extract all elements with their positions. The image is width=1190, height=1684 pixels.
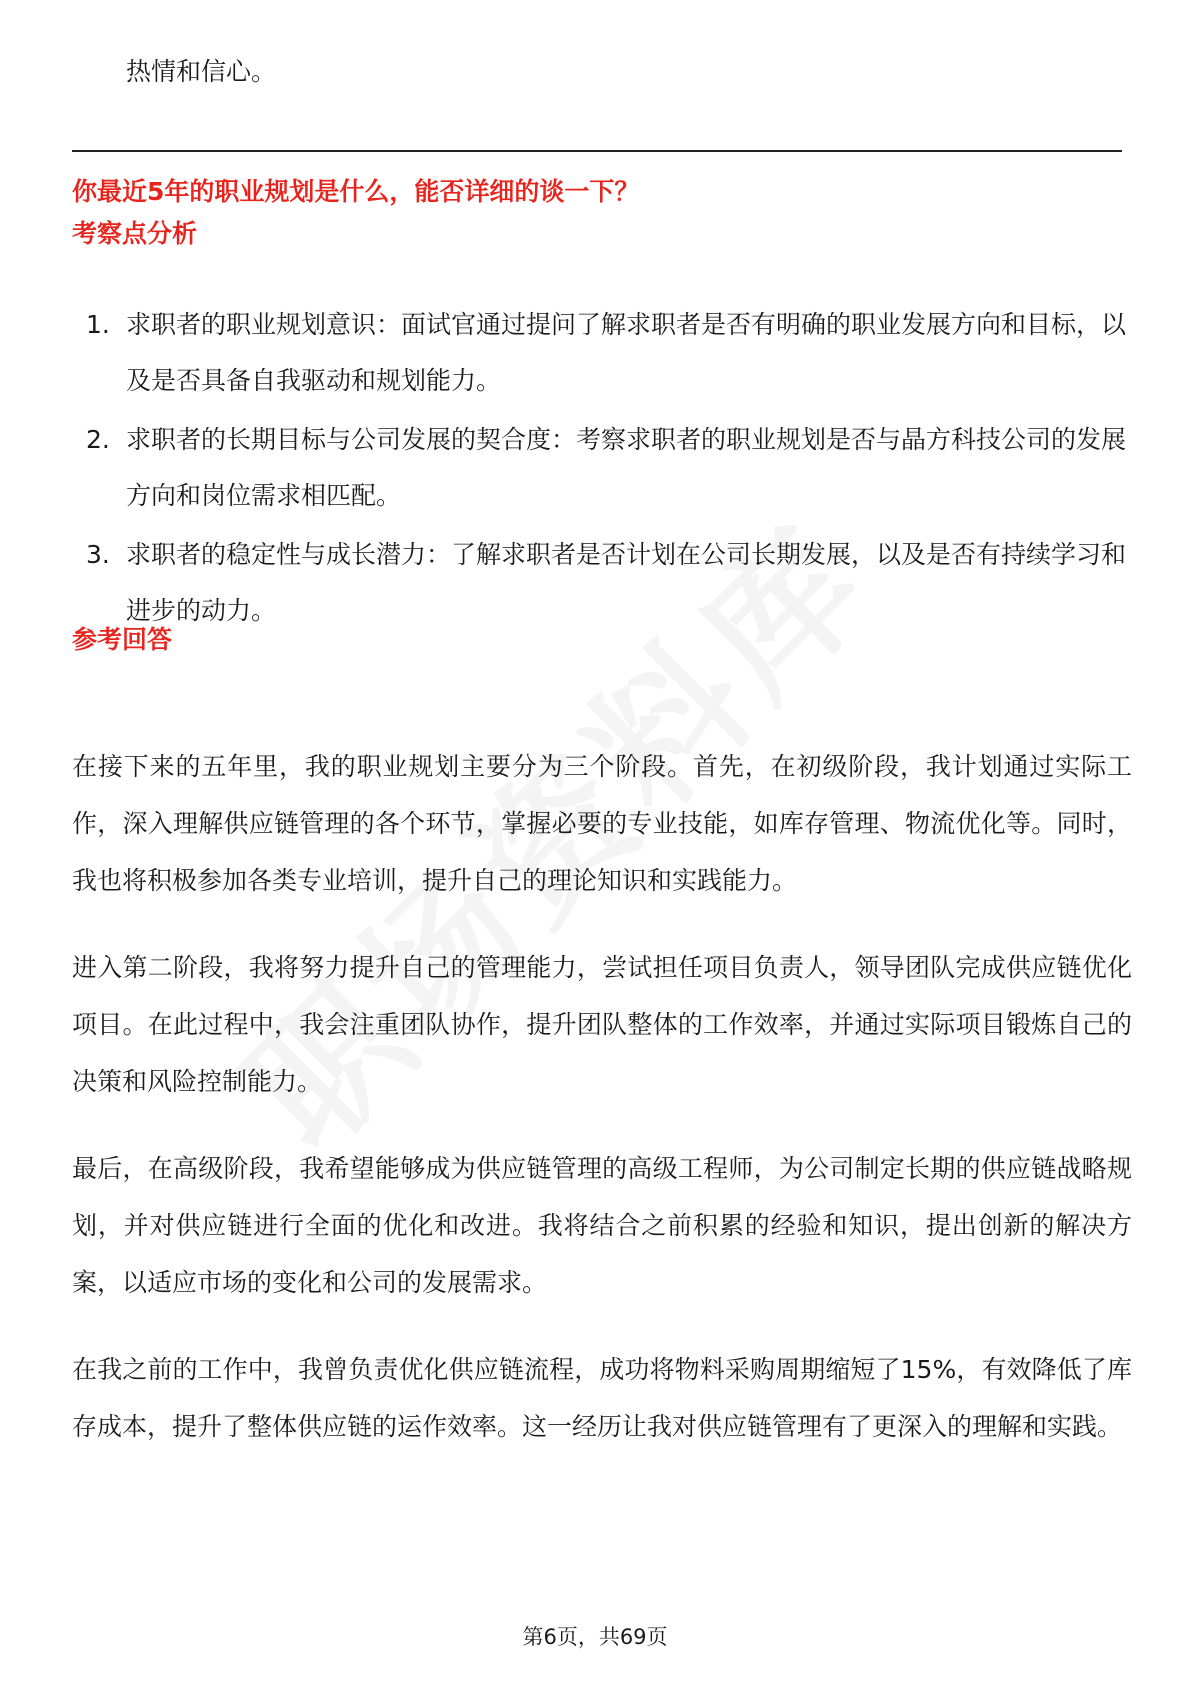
previous-answer-ending: 热情和信心。 xyxy=(126,57,277,86)
analysis-list xyxy=(72,297,1132,642)
list-item-text: 求职者的长期目标与公司发展的契合度：考察求职者的职业规划是否与晶方科技公司的发展方向和岗位需求相匹配。 xyxy=(126,425,1127,510)
answer-paragraph: 进入第二阶段，我将努力提升自己的管理能力，尝试担任项目负责人，领导团队完成供应链优化项目。在此过程中，我会注重团队协作，提升团队整体的工作效率，并通过实际项目锻炼自己的决策和风险控制能力。 xyxy=(72,953,1132,1096)
answer-body xyxy=(72,738,1132,1485)
list-item-number: 2. xyxy=(86,425,110,454)
page-number: 第6页，共69页 xyxy=(522,1625,668,1649)
list-item-text: 求职者的职业规划意识：面试官通过提问了解求职者是否有明确的职业发展方向和目标，以及是否具备自我驱动和规划能力。 xyxy=(126,310,1127,395)
section-divider xyxy=(72,150,1122,152)
list-item xyxy=(72,527,1132,639)
question-title: 你最近5年的职业规划是什么，能否详细的谈一下？ xyxy=(72,177,640,206)
list-item xyxy=(72,297,1132,409)
list-item-number: 3. xyxy=(86,540,110,569)
answer-paragraph: 在接下来的五年里，我的职业规划主要分为三个阶段。首先，在初级阶段，我计划通过实际工作，深入理解供应链管理的各个环节，掌握必要的专业技能，如库存管理、物流优化等。同时，我也将积极参加各类专业培训，提升自己的理论知识和实践能力。 xyxy=(72,752,1132,895)
analysis-heading: 考察点分析 xyxy=(72,219,198,248)
answer-paragraph: 在我之前的工作中，我曾负责优化供应链流程，成功将物料采购周期缩短了15%，有效降低了库存成本，提升了整体供应链的运作效率。这一经历让我对供应链管理有了更深入的理解和实践。 xyxy=(72,1355,1132,1441)
list-item-number: 1. xyxy=(86,310,110,339)
answer-paragraph: 最后，在高级阶段，我希望能够成为供应链管理的高级工程师，为公司制定长期的供应链战略规划，并对供应链进行全面的优化和改进。我将结合之前积累的经验和知识，提出创新的解决方案，以适应市场的变化和公司的发展需求。 xyxy=(72,1154,1132,1297)
list-item-text: 求职者的稳定性与成长潜力：了解求职者是否计划在公司长期发展，以及是否有持续学习和进步的动力。 xyxy=(126,540,1127,625)
answer-heading: 参考回答 xyxy=(72,625,173,654)
list-item xyxy=(72,412,1132,524)
